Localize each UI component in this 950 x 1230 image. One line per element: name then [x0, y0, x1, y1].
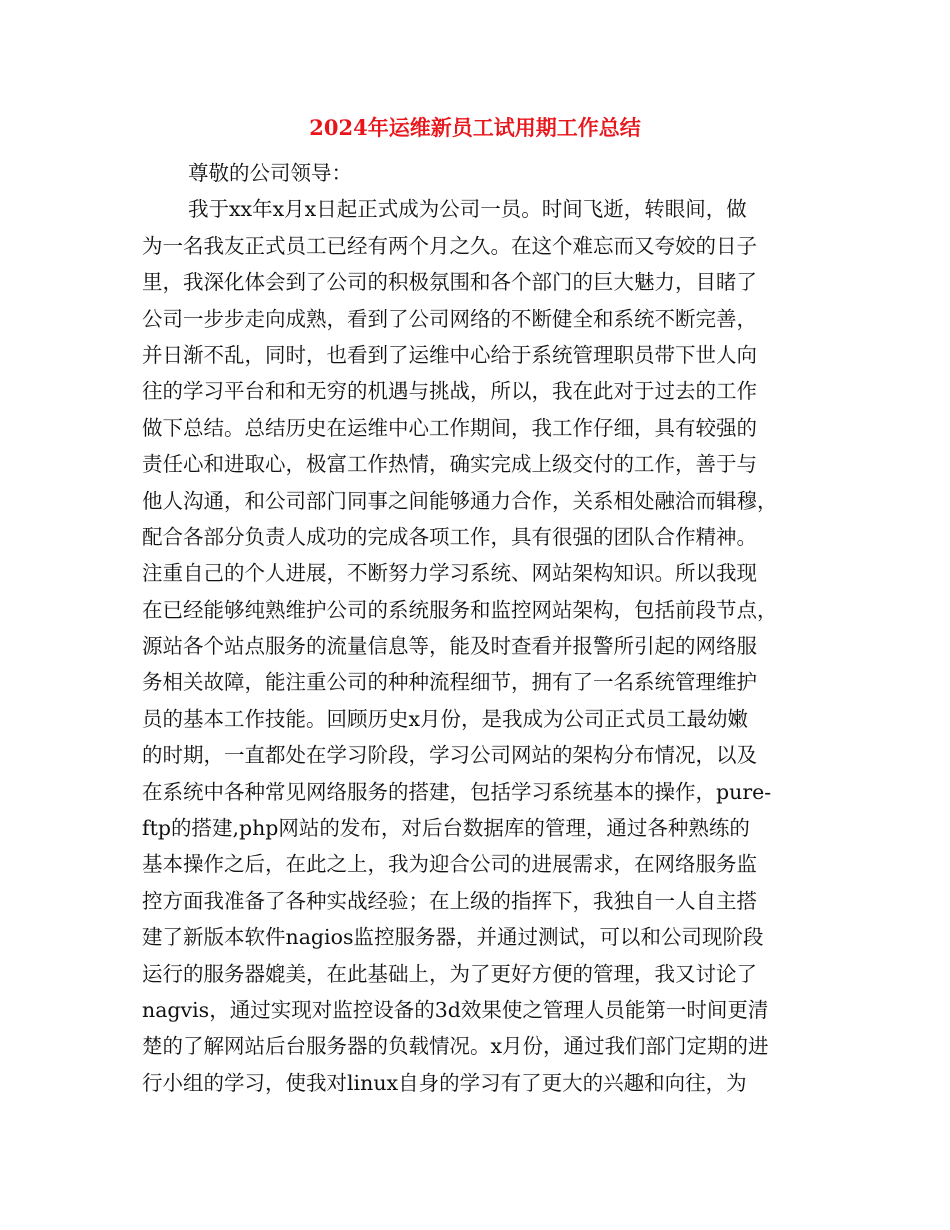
body-line: 务相关故障，能注重公司的种种流程细节，拥有了一名系统管理维护 [142, 670, 757, 695]
body-line: 建了新版本软件nagios监控服务器，并通过测试，可以和公司现阶段 [142, 925, 764, 950]
salutation-line: 尊敬的公司领导： [188, 161, 352, 185]
body-line: 员的基本工作技能。回顾历史x月份，是我成为公司正式员工最幼嫩 [142, 706, 749, 731]
document-title: 2024年运维新员工试用期工作总结 [309, 115, 641, 140]
body-line: 公司一步步走向成熟，看到了公司网络的不断健全和系统不断完善， [142, 306, 757, 331]
body-line: 的时期，一直都处在学习阶段，学习公司网站的架构分布情况，以及 [142, 743, 757, 768]
body-line: 并日渐不乱，同时，也看到了运维中心给于系统管理职员带下世人向 [142, 342, 757, 367]
body-line: 注重自己的个人进展，不断努力学习系统、网站架构知识。所以我现 [142, 561, 757, 586]
body-line: 在系统中各种常见网络服务的搭建，包括学习系统基本的操作，pure- [142, 779, 772, 804]
body-line: 责任心和进取心，极富工作热情，确实完成上级交付的工作，善于与 [142, 452, 757, 477]
body-line: 在已经能够纯熟维护公司的系统服务和监控网站架构，包括前段节点， [142, 597, 778, 622]
body-line: 配合各部分负责人成功的完成各项工作，具有很强的团队合作精神。 [142, 524, 757, 549]
body-line: 我于xx年x月x日起正式成为公司一员。时间飞逝，转眼间，做 [188, 197, 747, 222]
body-line: nagvis，通过实现对监控设备的3d效果使之管理人员能第一时间更清 [142, 997, 769, 1022]
body-line: 源站各个站点服务的流量信息等，能及时查看并报警所引起的网络服 [142, 634, 757, 659]
body-line: 行小组的学习，使我对linux自身的学习有了更大的兴趣和向往，为 [142, 1070, 747, 1095]
body-line: 控方面我准备了各种实战经验；在上级的指挥下，我独自一人自主搭 [142, 888, 757, 913]
body-line: 基本操作之后，在此之上，我为迎合公司的进展需求，在网络服务监 [142, 852, 757, 877]
document-body [142, 155, 812, 1101]
body-line: 做下总结。总结历史在运维中心工作期间，我工作仔细，具有较强的 [142, 415, 757, 440]
body-line: 他人沟通，和公司部门同事之间能够通力合作，关系相处融洽而辑穆， [142, 488, 778, 513]
body-line: 运行的服务器媲美，在此基础上，为了更好方便的管理，我又讨论了 [142, 961, 757, 986]
body-line: 楚的了解网站后台服务器的负载情况。x月份，通过我们部门定期的进 [142, 1034, 769, 1059]
body-line: 为一名我友正式员工已经有两个月之久。在这个难忘而又夸姣的日子 [142, 233, 757, 258]
body-line: 里，我深化体会到了公司的积极氛围和各个部门的巨大魅力，目睹了 [142, 270, 757, 295]
body-line: 往的学习平台和和无穷的机遇与挑战，所以，我在此对于过去的工作 [142, 379, 757, 404]
body-line: ftp的搭建,php网站的发布，对后台数据库的管理，通过各种熟练的 [142, 816, 750, 841]
